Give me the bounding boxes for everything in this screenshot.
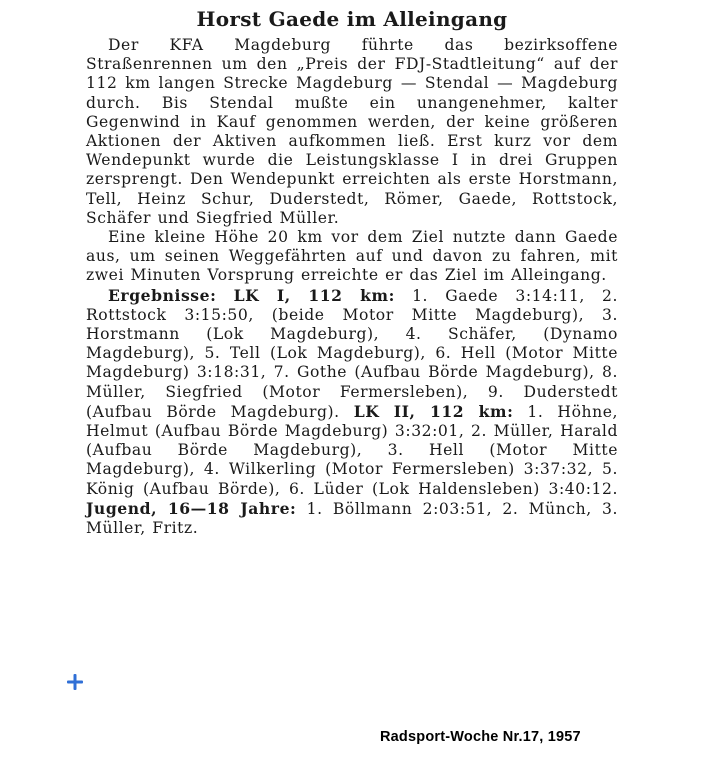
lk2-results: 1. Höhne, Helmut (Aufbau Börde Magdeburg) 3:32:01, 2. Müller, Harald (Aufbau Börde Magdeburg), 3. Hell (Motor Mitte Magdeburg), 4. Wilkerling (Motor Fermersleben) 3:37:32, 5. König (Aufbau Börde), 6. Lüder (Lok Haldensleben) 3:40:12. xyxy=(86,402,618,498)
article-paragraph-1: Der KFA Magdeburg führte das bezirksoffene Straßenrennen um den „Preis der FDJ-Stadtleitung“ auf der 112 km langen Strecke Magdeburg — Stendal — Magdeburg durch. Bis Stendal mußte ein unangenehmer, kalter Gegenwind in Kauf genommen werden, der keine größeren Aktionen der Aktiven aufkommen ließ. Erst kurz vor dem Wendepunkt wurde die Leistungsklasse I in drei Gruppen zersprengt. Den Wendepunkt erreichten als erste Horstmann, Tell, Heinz Schur, Duderstedt, Römer, Gaede, Rottstock, Schäfer und Siegfried Müller. xyxy=(86,36,618,227)
lk1-results: 1. Gaede 3:14:11, 2. Rottstock 3:15:50, (beide Motor Mitte Magdeburg), 3. Horstmann (Lok Magdeburg), 4. Schäfer, (Dynamo Magdeburg), 5. Tell (Lok Magdeburg), 6. Hell (Motor Mitte Magdeburg) 3:18:31, 7. Gothe (Aufbau Börde Magdeburg), 8. Müller, Siegfried (Motor Fermersleben), 9. Duderstedt (Aufbau Börde Magdeburg). xyxy=(86,286,618,421)
article-headline: Horst Gaede im Alleingang xyxy=(196,7,508,31)
newspaper-article xyxy=(86,6,618,538)
article-paragraph-2: Eine kleine Höhe 20 km vor dem Ziel nutzte dann Gaede aus, um seinen Weggefährten auf und davon zu fahren, mit zwei Minuten Vorsprung erreichte er das Ziel im Alleingang. xyxy=(86,228,618,285)
lk2-label: LK II, 112 km: xyxy=(353,401,514,421)
results-paragraph xyxy=(86,286,618,539)
youth-results: 1. Böllmann 2:03:51, 2. Münch, 3. Müller, Fritz. xyxy=(86,499,618,538)
lk1-label: LK I, 112 km: xyxy=(233,285,395,305)
youth-label: Jugend, 16—18 Jahre: xyxy=(86,498,297,518)
source-caption: Radsport-Woche Nr.17, 1957 xyxy=(380,729,581,745)
results-label: Ergebnisse: xyxy=(108,285,217,305)
plus-marker-icon xyxy=(66,673,84,691)
